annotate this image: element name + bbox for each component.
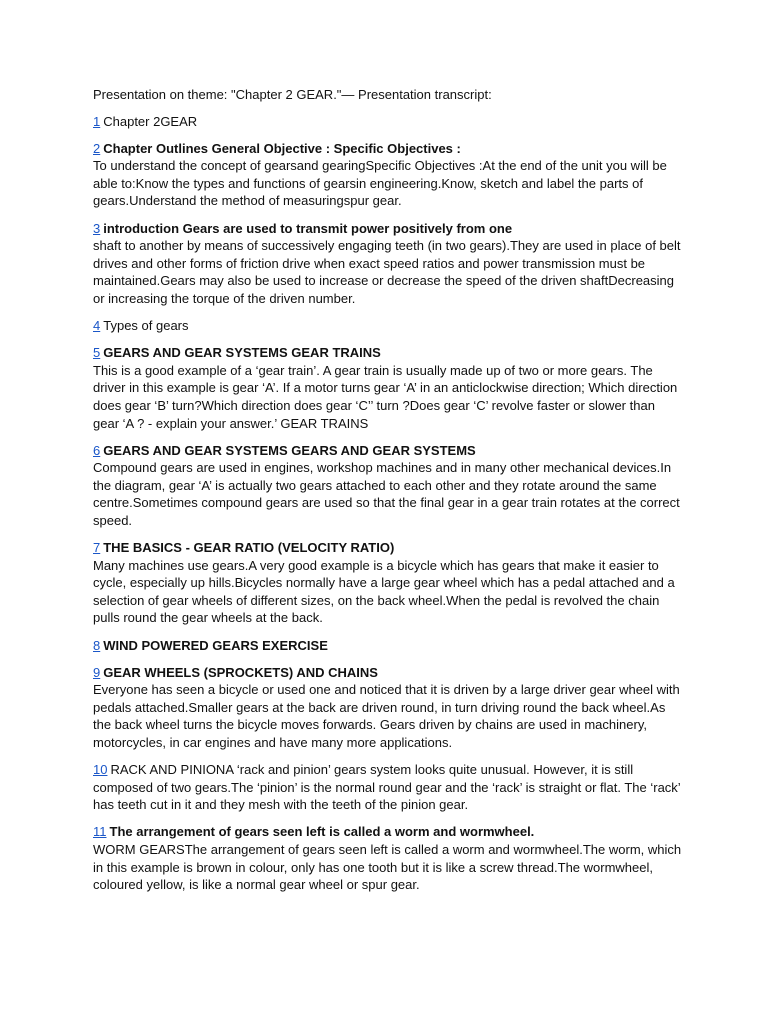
slide-number-link[interactable]: 6 [93,442,101,458]
slide-number-link[interactable]: 4 [93,318,101,334]
slide-number-link[interactable]: 10 [93,762,108,778]
presentation-intro: Presentation on theme: "Chapter 2 GEAR."— Presentation transcript: [93,87,492,102]
slide-heading [93,220,683,238]
slide-number-link[interactable]: 11 [93,824,107,840]
slide-body-text: To understand the concept of gearsand gearingSpecific Objectives :At the end of the unit you will be able to:Know the types and functions of gearsin engineering.Know, sketch and label the parts of gears.Understand the method of measuringspur gear. [93,158,667,209]
slide-entry [93,220,683,308]
slide-title: The arrangement of gears seen left is called a worm and wormwheel. [109,824,535,840]
slide-entry [93,442,683,530]
slide-heading [93,344,683,362]
slide-title: WIND POWERED GEARS EXERCISE [103,637,328,653]
slide-body-text: This is a good example of a ‘gear train’. A gear train is usually made up of two or more gears. The driver in this example is gear ‘A’. If a motor turns gear ‘A’ in an anticlockwise direction; Which direction does gear ‘B’ turn?Which direction does gear ‘C’’ turn ?Does gear ‘C’ revolve faster or slower than gear ‘A ? - explain your answer.’ GEAR TRAINS [93,362,678,431]
slide-heading [93,637,683,655]
slide-number-link[interactable]: 7 [93,540,101,556]
slide-title: GEAR WHEELS (SPROCKETS) AND CHAINS [103,664,378,680]
slide-title: GEARS AND GEAR SYSTEMS GEAR TRAINS [103,345,381,361]
slide-heading [93,113,683,131]
slide-entry [93,539,683,627]
slide-entry [93,761,683,814]
slide-number-link[interactable]: 9 [93,664,101,680]
slide-title: introduction Gears are used to transmit power positively from one [103,220,513,236]
slide-entry [93,113,683,131]
slide-heading [93,140,683,158]
slide-inline-text: RACK AND PINIONA ‘rack and pinion’ gears system looks quite unusual. However, it is still composed of two gears.The ‘pinion’ is the normal round gear and the ‘rack’ is straight or flat. The ‘rack’ has teeth cut in it and they mesh with the teeth of the pinion gear. [93,762,681,813]
transcript-page [93,86,683,903]
slide-body-text: shaft to another by means of successively engaging teeth (in two gears).They are used in place of belt drives and other forms of friction drive when exact speed ratios and power transmission must be maintained.Gears may also be used to increase or decrease the speed of the driven shaftDecreasing or increasing the torque of the driven number. [93,238,681,306]
slide-body-text: Everyone has seen a bicycle or used one and noticed that it is driven by a large driver gear wheel with pedals attached.Smaller gears at the back are driven round, in turn driving round the back wheel.As the back wheel turns the bicycle moves forwards. Gears driven by chains are used in machinery, motorcycles, in car engines and have many more applications. [93,682,680,750]
slide-title: THE BASICS - GEAR RATIO (VELOCITY RATIO) [103,540,395,556]
slide-number-link[interactable]: 3 [93,220,101,236]
slide-title: Chapter Outlines General Objective : Specific Objectives : [103,140,461,156]
slide-body-text: WORM GEARSThe arrangement of gears seen left is called a worm and wormwheel.The worm, which in this example is brown in colour, only has one tooth but it is like a screw thread.The wormwheel, coloured yellow, is like a normal gear wheel or spur gear. [93,841,682,893]
slide-entry [93,823,683,893]
slide-heading [93,664,683,682]
slide-title: Types of gears [103,318,189,334]
slide-entry [93,664,683,752]
slide-entry [93,344,683,432]
slide-number-link[interactable]: 8 [93,637,101,653]
slide-number-link[interactable]: 1 [93,113,101,129]
slide-heading [93,317,683,335]
slide-title: GEARS AND GEAR SYSTEMS GEARS AND GEAR SYSTEMS [103,442,476,458]
slide-title: Chapter 2GEAR [103,113,198,129]
slide-entry [93,317,683,335]
slide-heading [93,823,683,841]
slide-entry [93,637,683,655]
slide-number-link[interactable]: 5 [93,345,101,361]
slide-entry [93,140,683,210]
slide-heading [93,442,683,460]
slide-body-text: Many machines use gears.A very good example is a bicycle which has gears that make it easier to cycle, especially up hills.Bicycles normally have a large gear wheel which has a pedal attached and a selection of gear wheels of different sizes, on the back wheel.When the pedal is revolved the chain pulls round the gear wheels at the back. [93,557,675,626]
slide-list [93,113,683,894]
slide-heading [93,539,683,557]
slide-number-link[interactable]: 2 [93,140,101,156]
slide-body-text: Compound gears are used in engines, workshop machines and in many other mechanical devices.In the diagram, gear ‘A’ is actually two gears attached to each other and they rotate around the same centre.Sometimes compound gears are used so that the final gear in a gear train rotates at the correct speed. [93,460,680,528]
slide-heading [93,761,683,814]
